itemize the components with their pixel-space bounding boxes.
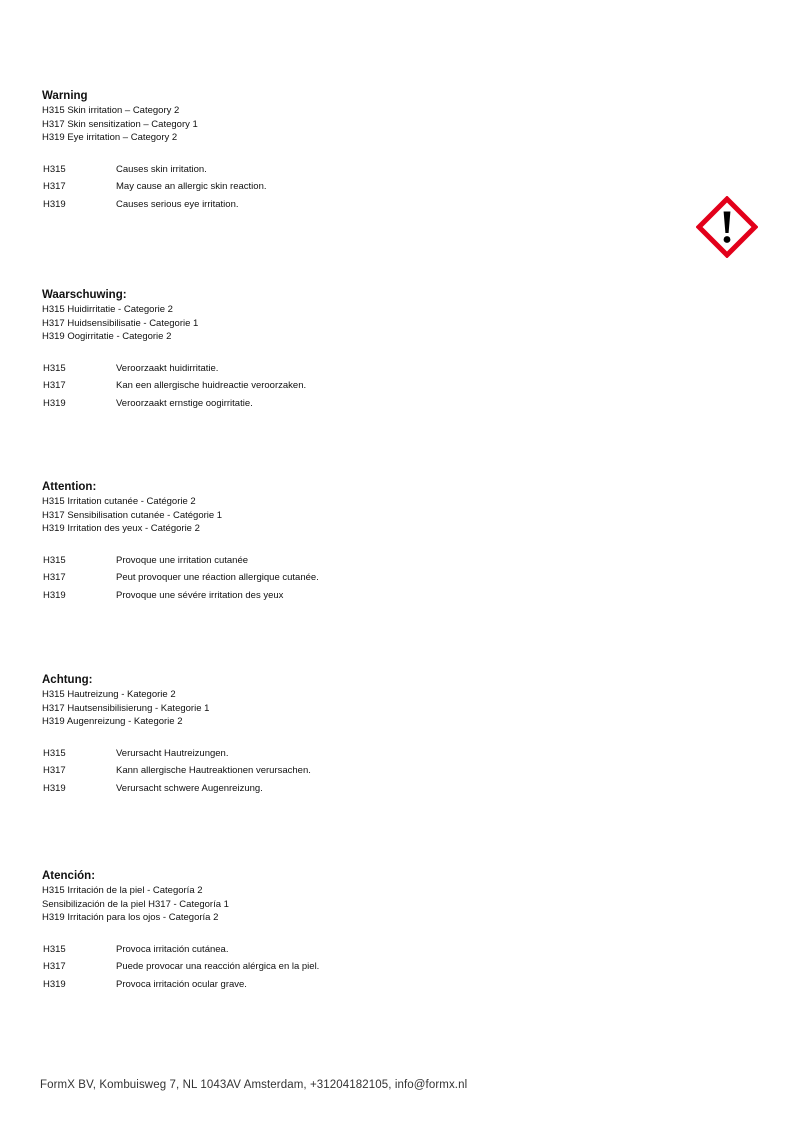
category-line: H317 Skin sensitization – Category 1 bbox=[42, 118, 198, 130]
category-line: Sensibilización de la piel H317 - Categoría 1 bbox=[42, 898, 229, 910]
section-heading: Attention: bbox=[42, 481, 97, 493]
hazard-text: May cause an allergic skin reaction. bbox=[116, 181, 267, 192]
category-line: H315 Irritation cutanée - Catégorie 2 bbox=[42, 496, 196, 507]
category-list bbox=[42, 104, 682, 145]
category-list bbox=[42, 688, 682, 729]
hazard-statement-list bbox=[42, 360, 682, 413]
hazard-statement-row bbox=[42, 377, 682, 395]
hazard-code: H317 bbox=[43, 961, 66, 972]
hazard-statement-row bbox=[42, 196, 682, 214]
hazard-statement-row bbox=[42, 161, 682, 179]
footer-contact-line: FormX BV, Kombuisweg 7, NL 1043AV Amsterdam, +31204182105, info@formx.nl bbox=[40, 1079, 468, 1091]
category-line: H319 Irritation des yeux - Catégorie 2 bbox=[42, 523, 200, 534]
hazard-text: Provoque une irritation cutanée bbox=[116, 554, 249, 566]
hazard-statement-row bbox=[42, 941, 682, 959]
section-heading: Achtung: bbox=[42, 674, 93, 686]
hazard-code: H317 bbox=[43, 380, 66, 391]
hazard-statement-row bbox=[42, 976, 682, 994]
hazard-code: H319 bbox=[43, 198, 66, 210]
hazard-code: H317 bbox=[43, 181, 66, 192]
section-german bbox=[42, 673, 682, 797]
category-line: H317 Hautsensibilisierung - Kategorie 1 bbox=[42, 702, 210, 714]
hazard-code: H315 bbox=[43, 362, 66, 374]
category-line: H319 Augenreizung - Kategorie 2 bbox=[42, 716, 183, 727]
section-dutch bbox=[42, 288, 682, 412]
category-line: H319 Irritación para los ojos - Categoría 2 bbox=[42, 912, 219, 923]
hazard-statement-row bbox=[42, 958, 682, 976]
hazard-code: H317 bbox=[43, 572, 66, 583]
hazard-statement-row bbox=[42, 762, 682, 780]
section-heading: Waarschuwing: bbox=[42, 289, 127, 301]
category-line: H317 Huidsensibilisatie - Categorie 1 bbox=[42, 317, 199, 329]
category-list bbox=[42, 495, 682, 536]
hazard-statement-list bbox=[42, 552, 682, 605]
hazard-statement-row bbox=[42, 552, 682, 570]
hazard-code: H315 bbox=[43, 747, 66, 759]
category-list bbox=[42, 884, 682, 925]
hazard-statement-row bbox=[42, 569, 682, 587]
section-french bbox=[42, 480, 682, 604]
category-line: H315 Skin irritation – Category 2 bbox=[42, 105, 180, 116]
category-line: H317 Sensibilisation cutanée - Catégorie 1 bbox=[42, 509, 223, 521]
hazard-text: Causes skin irritation. bbox=[116, 163, 207, 175]
section-spanish bbox=[42, 869, 682, 993]
category-line: H319 Oogirritatie - Categorie 2 bbox=[42, 331, 172, 342]
category-line: H315 Hautreizung - Kategorie 2 bbox=[42, 689, 176, 700]
exclamation-mark-ghs07-icon bbox=[696, 196, 758, 258]
hazard-text: Provoca irritación ocular grave. bbox=[116, 978, 247, 990]
hazard-code: H319 bbox=[43, 978, 66, 990]
category-list bbox=[42, 303, 682, 344]
hazard-statement-row bbox=[42, 395, 682, 413]
hazard-text: Verursacht Hautreizungen. bbox=[116, 747, 229, 759]
hazard-statement-list bbox=[42, 745, 682, 798]
hazard-text: Provoque une sévére irritation des yeux bbox=[116, 589, 284, 601]
hazard-statement-list bbox=[42, 161, 682, 214]
hazard-statement-row bbox=[42, 178, 682, 196]
hazard-code: H315 bbox=[43, 943, 66, 955]
category-line: H319 Eye irritation – Category 2 bbox=[42, 132, 178, 143]
hazard-code: H317 bbox=[43, 765, 66, 776]
hazard-statement-row bbox=[42, 360, 682, 378]
hazard-text: Kan een allergische huidreactie veroorzaken. bbox=[116, 380, 307, 391]
hazard-code: H315 bbox=[43, 554, 66, 566]
hazard-code: H319 bbox=[43, 589, 66, 601]
category-line: H315 Huidirritatie - Categorie 2 bbox=[42, 304, 173, 315]
hazard-text: Puede provocar una reacción alérgica en la piel. bbox=[116, 961, 320, 972]
hazard-statement-list bbox=[42, 941, 682, 994]
hazard-code: H319 bbox=[43, 397, 66, 409]
hazard-text: Kann allergische Hautreaktionen verursachen. bbox=[116, 765, 311, 776]
section-heading: Warning bbox=[42, 90, 88, 102]
hazard-statement-row bbox=[42, 780, 682, 798]
hazard-code: H315 bbox=[43, 163, 66, 175]
hazard-text: Verursacht schwere Augenreizung. bbox=[116, 782, 263, 794]
hazard-text: Veroorzaakt huidirritatie. bbox=[116, 362, 219, 374]
hazard-text: Provoca irritación cutánea. bbox=[116, 943, 229, 955]
hazard-code: H319 bbox=[43, 782, 66, 794]
hazard-statement-row bbox=[42, 587, 682, 605]
section-english bbox=[42, 89, 682, 213]
hazard-text: Causes serious eye irritation. bbox=[116, 198, 239, 210]
hazard-statement-row bbox=[42, 745, 682, 763]
section-heading: Atención: bbox=[42, 870, 96, 882]
hazard-text: Peut provoquer une réaction allergique cutanée. bbox=[116, 572, 319, 583]
hazard-text: Veroorzaakt ernstige oogirritatie. bbox=[116, 397, 253, 409]
category-line: H315 Irritación de la piel - Categoría 2 bbox=[42, 885, 203, 896]
